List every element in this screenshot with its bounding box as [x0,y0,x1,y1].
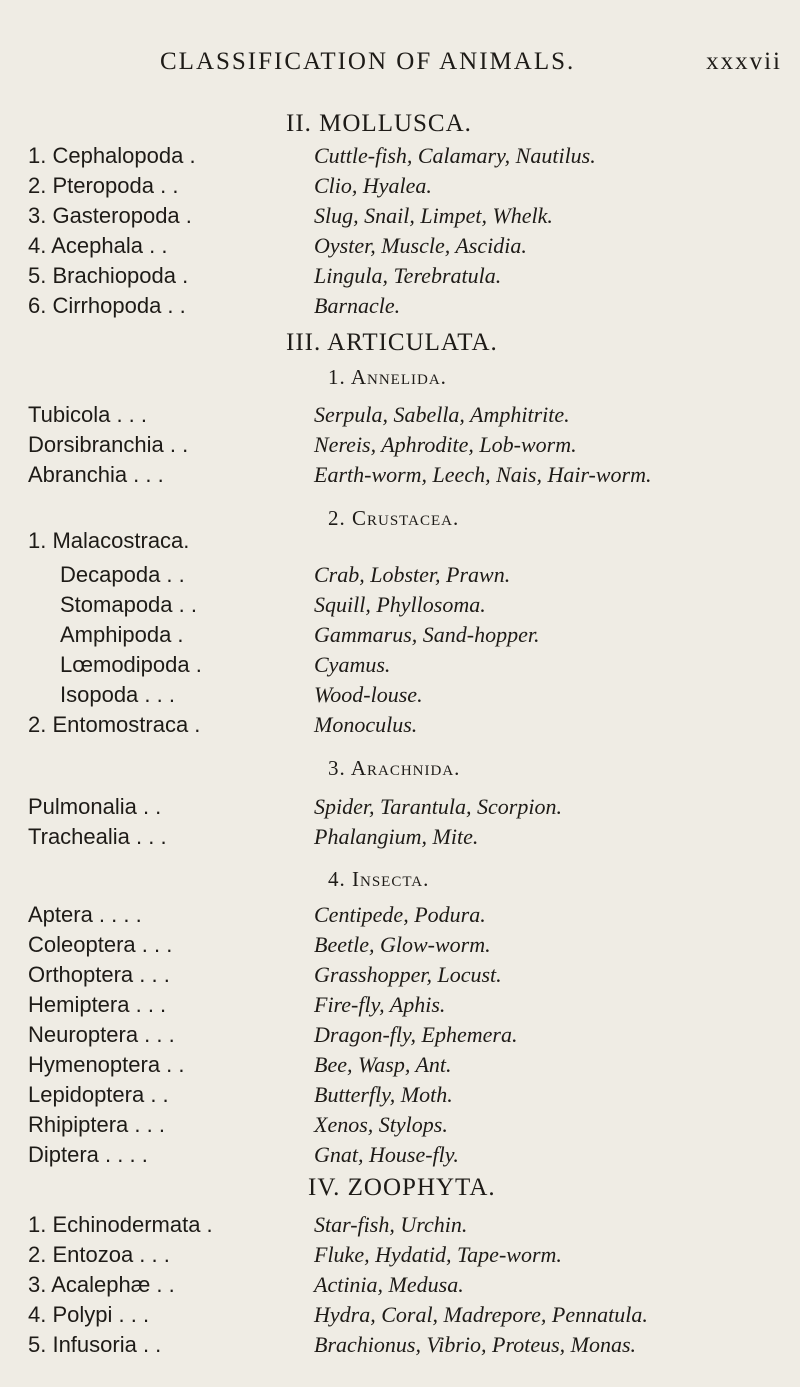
order-name: 1. Echinodermata . [28,1212,213,1237]
table-row [0,1272,800,1302]
table-row [0,992,800,1022]
examples: Barnacle. [314,293,401,318]
order-name: Lepidoptera . . [28,1082,169,1107]
examples: Earth-worm, Leech, Nais, Hair-worm. [314,462,652,487]
examples: Lingula, Terebratula. [314,263,502,288]
order-name: Orthoptera . . . [28,962,170,987]
examples: Slug, Snail, Limpet, Whelk. [314,203,553,228]
table-row [0,1332,800,1362]
examples: Crab, Lobster, Prawn. [314,562,511,587]
order-name: Isopoda . . . [60,682,175,707]
examples: Gammarus, Sand-hopper. [314,622,540,647]
order-name: 3. Acalephæ . . [28,1272,175,1297]
examples: Monoculus. [314,712,418,737]
table-row [0,263,800,293]
table-row [0,402,800,432]
examples: Nereis, Aphrodite, Lob-worm. [314,432,577,457]
table-row [0,432,800,462]
table-row [0,173,800,203]
order-name: 1. Cephalopoda . [28,143,196,168]
examples: Gnat, House-fly. [314,1142,459,1167]
examples: Star-fish, Urchin. [314,1212,468,1237]
order-name: Dorsibranchia . . [28,432,189,457]
table-row [0,1052,800,1082]
order-name: Abranchia . . . [28,462,164,487]
order-name: 2. Entozoa . . . [28,1242,170,1267]
order-name: 5. Brachiopoda . [28,263,189,288]
examples: Grasshopper, Locust. [314,962,502,987]
table-row [0,794,800,824]
examples: Cyamus. [314,652,391,677]
order-name: Lœmodipoda . [60,652,202,677]
order-name: Stomapoda . . [60,592,197,617]
examples: Clio, Hyalea. [314,173,432,198]
section-heading-articulata: III. ARTICULATA. [286,329,498,356]
table-row [0,1082,800,1112]
running-head-title: CLASSIFICATION OF ANIMALS. [160,48,576,75]
examples: Wood-louse. [314,682,423,707]
order-name: 6. Cirrhopoda . . [28,293,186,318]
examples: Phalangium, Mite. [314,824,479,849]
table-row [0,1302,800,1332]
table-row [0,652,800,682]
order-name: Hymenoptera . . [28,1052,185,1077]
section-heading-zoophyta: IV. ZOOPHYTA. [308,1174,496,1201]
table-row [0,203,800,233]
order-name: 5. Infusoria . . [28,1332,162,1357]
order-name: Decapoda . . [60,562,185,587]
subsection-heading-insecta: 4. Insecta. [328,867,430,891]
examples: Fire-fly, Aphis. [314,992,446,1017]
order-name: Pulmonalia . . [28,794,162,819]
table-row [0,682,800,712]
examples: Xenos, Stylops. [314,1112,448,1137]
order-name: Hemiptera . . . [28,992,167,1017]
table-row [0,712,800,742]
subsection-heading-annelida: 1. Annelida. [328,365,447,389]
order-name: Aptera . . . . [28,902,142,927]
order-name: 2. Entomostraca . [28,712,201,737]
table-row [0,233,800,263]
examples: Serpula, Sabella, Amphitrite. [314,402,570,427]
examples: Spider, Tarantula, Scorpion. [314,794,562,819]
order-name: 4. Polypi . . . [28,1302,150,1327]
division-name: 1. Malacostraca. [28,528,190,553]
subsection-heading-arachnida: 3. Arachnida. [328,756,461,780]
subsection-heading-crustacea: 2. Crustacea. [328,506,460,530]
order-name: Trachealia . . . [28,824,167,849]
examples: Oyster, Muscle, Ascidia. [314,233,527,258]
table-row [0,962,800,992]
order-name: 4. Acephala . . [28,233,168,258]
order-name: Coleoptera . . . [28,932,173,957]
examples: Dragon-fly, Ephemera. [314,1022,518,1047]
table-row [0,1212,800,1242]
table-row [0,902,800,932]
examples: Fluke, Hydatid, Tape-worm. [314,1242,562,1267]
table-row [0,1242,800,1272]
order-name: Diptera . . . . [28,1142,148,1167]
examples: Bee, Wasp, Ant. [314,1052,452,1077]
examples: Brachionus, Vibrio, Proteus, Monas. [314,1332,637,1357]
table-row [0,592,800,622]
examples: Hydra, Coral, Madrepore, Pennatula. [314,1302,648,1327]
table-row [0,1112,800,1142]
page-number: xxxvii [706,48,782,75]
table-row [0,824,800,854]
order-name: 2. Pteropoda . . [28,173,179,198]
table-row [0,293,800,323]
order-name: Tubicola . . . [28,402,148,427]
examples: Squill, Phyllosoma. [314,592,486,617]
table-row [0,562,800,592]
table-row [0,143,800,173]
examples: Cuttle-fish, Calamary, Nautilus. [314,143,596,168]
order-name: Neuroptera . . . [28,1022,175,1047]
order-name: Rhipiptera . . . [28,1112,165,1137]
table-row [0,462,800,492]
malacostraca-row [0,528,800,558]
section-heading-mollusca: II. MOLLUSCA. [286,110,472,137]
examples: Butterfly, Moth. [314,1082,453,1107]
examples: Centipede, Podura. [314,902,486,927]
table-row [0,1022,800,1052]
table-row [0,932,800,962]
examples: Beetle, Glow-worm. [314,932,491,957]
order-name: 3. Gasteropoda . [28,203,192,228]
examples: Actinia, Medusa. [314,1272,464,1297]
order-name: Amphipoda . [60,622,184,647]
table-row [0,1142,800,1172]
table-row [0,622,800,652]
